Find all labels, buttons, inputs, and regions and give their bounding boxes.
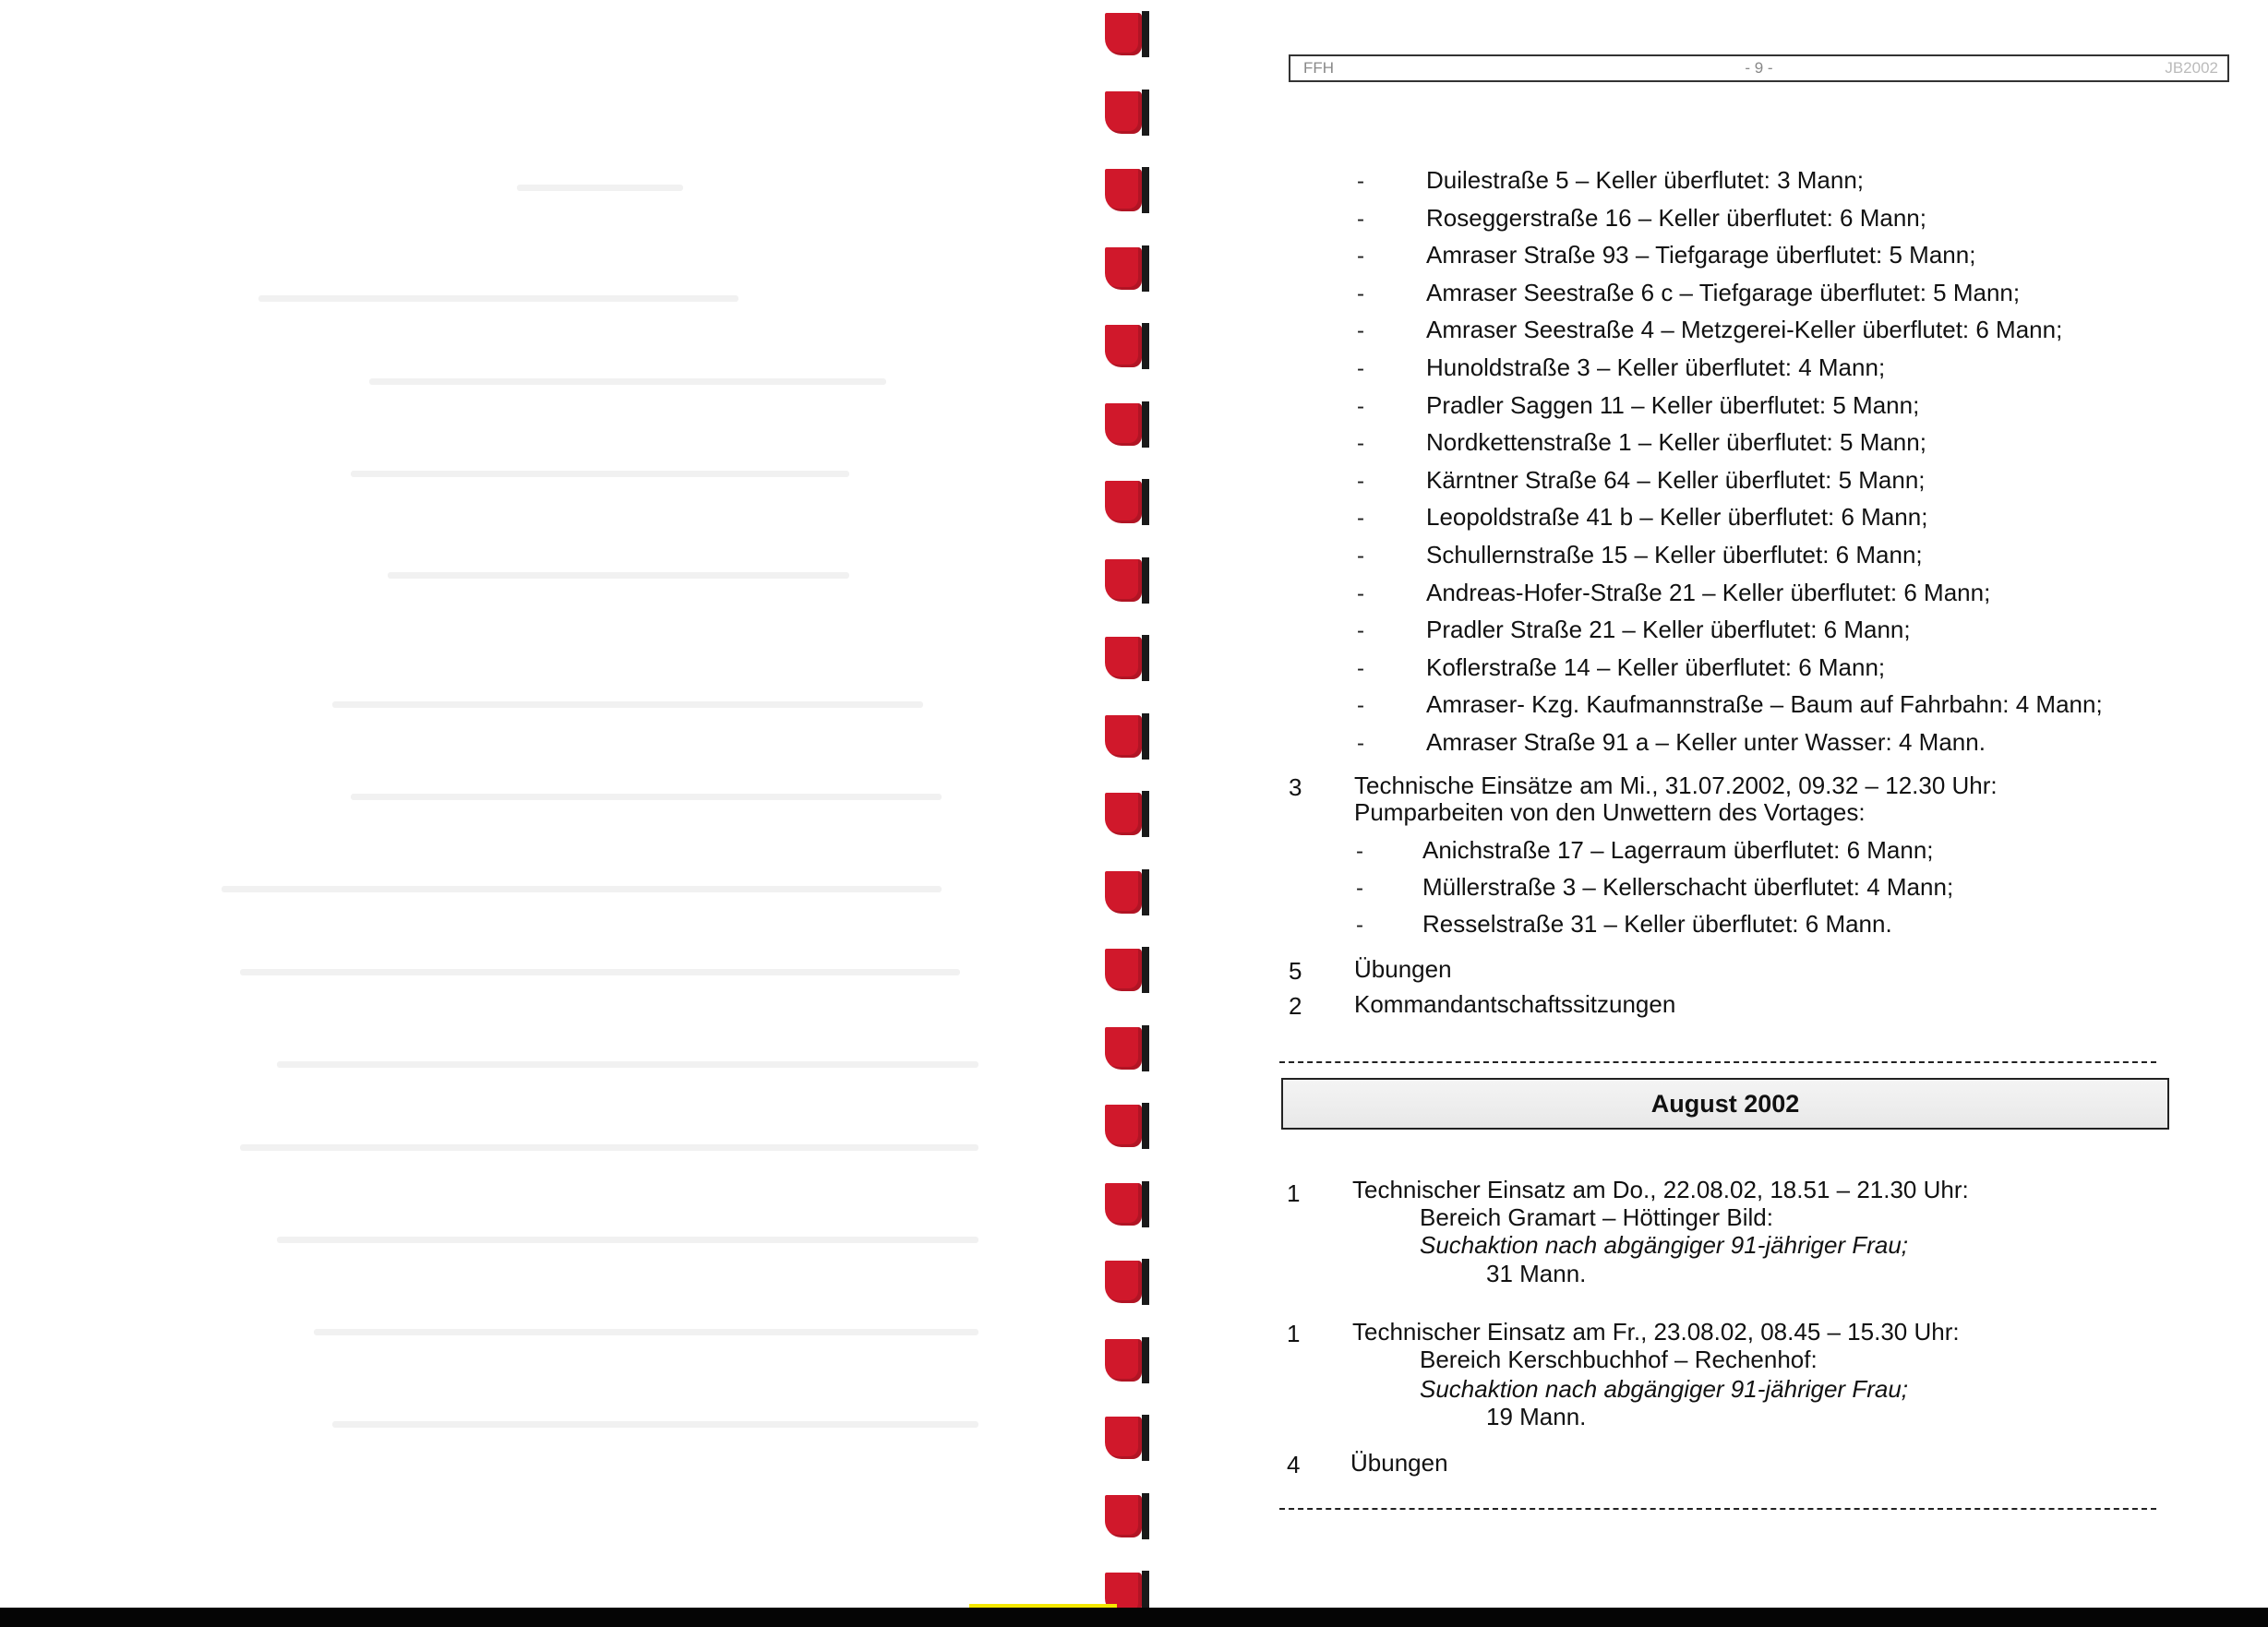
entry-subtitle: Pumparbeiten von den Unwettern des Vortages: — [1354, 798, 1866, 826]
binding-ring-loop — [1105, 1261, 1142, 1303]
binding-ring — [1105, 1337, 1153, 1383]
list-item: Amraser Seestraße 4 – Metzgerei-Keller überflutet: 6 Mann; — [1426, 316, 2063, 344]
left-page-blank — [0, 0, 1098, 1627]
list-bullet: - — [1356, 913, 1363, 938]
binding-ring — [1105, 11, 1153, 57]
binding-ring-loop — [1105, 169, 1142, 211]
header-org: FFH — [1303, 59, 1335, 77]
sitzungen-count: 2 — [1289, 992, 1302, 1020]
list-bullet: - — [1357, 318, 1364, 344]
binding-ring-loop — [1105, 715, 1142, 758]
list-bullet: - — [1357, 693, 1364, 719]
binding-ring-loop — [1105, 1417, 1142, 1459]
binding-ring-clip — [1142, 557, 1149, 604]
binding-ring-clip — [1142, 947, 1149, 993]
bleed-through-text — [240, 1144, 978, 1151]
list-bullet: - — [1357, 431, 1364, 457]
uebungen-count: 4 — [1287, 1451, 1301, 1478]
list-item: Koflerstraße 14 – Keller überflutet: 6 Mann; — [1426, 652, 1886, 681]
binding-ring-clip — [1142, 791, 1149, 837]
list-bullet: - — [1357, 206, 1364, 232]
aug-entry-personnel: 19 Mann. — [1486, 1403, 1587, 1430]
list-item: Amraser Seestraße 6 c – Tiefgarage überflutet: 5 Mann; — [1426, 278, 2021, 306]
section-separator — [1279, 1508, 2156, 1510]
binding-ring-clip — [1142, 90, 1149, 136]
entry-count: 3 — [1289, 773, 1302, 801]
list-bullet: - — [1357, 580, 1364, 606]
list-item: Andreas-Hofer-Straße 21 – Keller überflutet: 6 Mann; — [1426, 578, 1991, 606]
binding-ring-clip — [1142, 1493, 1149, 1539]
binding-ring-loop — [1105, 91, 1142, 134]
binding-ring-loop — [1105, 793, 1142, 835]
uebungen-label: Übungen — [1350, 1449, 1448, 1477]
binding-ring-clip — [1142, 401, 1149, 448]
binding-ring-clip — [1142, 1337, 1149, 1383]
binding-ring — [1105, 869, 1153, 915]
list-item: Müllerstraße 3 – Kellerschacht überflutet: 4 Mann; — [1422, 873, 1954, 901]
binding-ring-loop — [1105, 1105, 1142, 1147]
binding-ring — [1105, 1259, 1153, 1305]
section-separator — [1279, 1061, 2156, 1063]
binding-ring-loop — [1105, 559, 1142, 602]
list-bullet: - — [1357, 281, 1364, 306]
binding-ring-clip — [1142, 245, 1149, 292]
spiral-binding — [1094, 0, 1168, 1627]
list-item: Duilestraße 5 – Keller überflutet: 3 Mann; — [1426, 166, 1865, 194]
list-bullet: - — [1357, 544, 1364, 568]
binding-ring-loop — [1105, 481, 1142, 523]
binding-ring-clip — [1142, 713, 1149, 760]
binding-ring-clip — [1142, 635, 1149, 681]
binding-ring — [1105, 401, 1153, 448]
binding-ring-loop — [1105, 637, 1142, 679]
binding-ring — [1105, 947, 1153, 993]
bleed-through-text — [240, 969, 960, 975]
list-item: Amraser Straße 91 a – Keller unter Wasser: 4 Mann. — [1426, 728, 1986, 756]
bleed-through-text — [332, 701, 923, 708]
aug-entry-title: Technischer Einsatz am Fr., 23.08.02, 08.45 – 15.30 Uhr: — [1352, 1318, 1960, 1346]
page-number: - 9 - — [1745, 59, 1773, 77]
binding-ring — [1105, 1415, 1153, 1461]
binding-ring-loop — [1105, 1183, 1142, 1226]
list-item: Resselstraße 31 – Keller überflutet: 6 Mann. — [1422, 910, 1892, 938]
aug-entry-title: Technischer Einsatz am Do., 22.08.02, 18.51 – 21.30 Uhr: — [1352, 1176, 1969, 1203]
month-heading: August 2002 — [1281, 1078, 2169, 1130]
aug-entry-area: Bereich Kerschbuchhof – Rechenhof: — [1420, 1346, 1818, 1373]
list-item: Pradler Straße 21 – Keller überflutet: 6 Mann; — [1426, 616, 1911, 644]
binding-ring — [1105, 479, 1153, 525]
bleed-through-text — [351, 794, 942, 800]
page-header — [1289, 54, 2229, 82]
binding-ring-clip — [1142, 1025, 1149, 1071]
binding-ring-clip — [1142, 167, 1149, 213]
binding-ring — [1105, 713, 1153, 760]
aug-entry-description: Suchaktion nach abgängiger 91-jähriger Frau; — [1420, 1231, 1909, 1259]
list-item: Anichstraße 17 – Lagerraum überflutet: 6 Mann; — [1422, 836, 1934, 864]
binding-ring-clip — [1142, 1181, 1149, 1227]
binding-ring-clip — [1142, 479, 1149, 525]
bleed-through-text — [258, 295, 738, 302]
binding-ring-clip — [1142, 1259, 1149, 1305]
aug-entry-count: 1 — [1287, 1320, 1301, 1347]
binding-ring-clip — [1142, 11, 1149, 57]
binding-ring — [1105, 635, 1153, 681]
list-item: Schullernstraße 15 – Keller überflutet: 6 Mann; — [1426, 541, 1923, 568]
bleed-through-text — [517, 185, 683, 191]
binding-ring — [1105, 1025, 1153, 1071]
binding-ring — [1105, 1181, 1153, 1227]
binding-ring — [1105, 245, 1153, 292]
list-item: Nordkettenstraße 1 – Keller überflutet: 5 Mann; — [1426, 428, 1926, 457]
bleed-through-text — [277, 1061, 978, 1068]
aug-entry-count: 1 — [1287, 1179, 1301, 1207]
binding-ring-loop — [1105, 871, 1142, 914]
list-item: Amraser- Kzg. Kaufmannstraße – Baum auf Fahrbahn: 4 Mann; — [1426, 690, 2103, 719]
binding-ring-clip — [1142, 1103, 1149, 1149]
document-page — [1172, 0, 2268, 1608]
binding-ring-loop — [1105, 1027, 1142, 1070]
uebungen-label: Übungen — [1354, 955, 1452, 983]
bleed-through-text — [314, 1329, 978, 1335]
binding-ring-clip — [1142, 323, 1149, 369]
binding-ring — [1105, 167, 1153, 213]
binding-ring-loop — [1105, 403, 1142, 446]
list-bullet: - — [1357, 618, 1364, 644]
binding-ring — [1105, 557, 1153, 604]
binding-ring-loop — [1105, 949, 1142, 991]
list-bullet: - — [1356, 876, 1363, 901]
binding-ring — [1105, 1103, 1153, 1149]
aug-entry-area: Bereich Gramart – Höttinger Bild: — [1420, 1203, 1773, 1231]
list-item: Leopoldstraße 41 b – Keller überflutet: 6 Mann; — [1426, 503, 1928, 532]
binding-ring — [1105, 323, 1153, 369]
list-item: Hunoldstraße 3 – Keller überflutet: 4 Mann; — [1426, 353, 1886, 381]
sitzungen-label: Kommandantschaftssitzungen — [1354, 990, 1676, 1018]
list-bullet: - — [1357, 393, 1364, 419]
binding-ring-loop — [1105, 1339, 1142, 1382]
binding-ring-loop — [1105, 13, 1142, 55]
list-bullet: - — [1357, 731, 1364, 756]
bleed-through-text — [277, 1237, 978, 1243]
list-item: Kärntner Straße 64 – Keller überflutet: 5 Mann; — [1426, 465, 1926, 494]
binding-ring — [1105, 1493, 1153, 1539]
binding-ring-loop — [1105, 247, 1142, 290]
list-bullet: - — [1357, 169, 1364, 194]
bleed-through-text — [369, 378, 886, 385]
list-bullet: - — [1356, 839, 1363, 864]
list-item: Amraser Straße 93 – Tiefgarage überflutet: 5 Mann; — [1426, 241, 1976, 269]
aug-entry-description: Suchaktion nach abgängiger 91-jähriger Frau; — [1420, 1375, 1909, 1403]
binding-ring — [1105, 90, 1153, 136]
list-bullet: - — [1357, 468, 1364, 494]
list-item: Roseggerstraße 16 – Keller überflutet: 6 Mann; — [1426, 203, 1926, 232]
list-bullet: - — [1357, 244, 1364, 269]
list-bullet: - — [1357, 655, 1364, 681]
list-bullet: - — [1357, 506, 1364, 532]
scan-bottom-edge — [0, 1608, 2268, 1627]
bleed-through-text — [332, 1421, 978, 1428]
binding-ring-loop — [1105, 325, 1142, 367]
aug-entry-personnel: 31 Mann. — [1486, 1260, 1587, 1287]
header-year-code: JB2002 — [2165, 59, 2218, 77]
list-item: Pradler Saggen 11 – Keller überflutet: 5 Mann; — [1426, 390, 1920, 419]
bleed-through-text — [351, 471, 849, 477]
bleed-through-text — [388, 572, 849, 579]
binding-ring — [1105, 791, 1153, 837]
binding-ring-loop — [1105, 1495, 1142, 1537]
bleed-through-text — [222, 886, 942, 892]
binding-ring-clip — [1142, 869, 1149, 915]
list-bullet: - — [1357, 356, 1364, 381]
uebungen-count: 5 — [1289, 957, 1302, 985]
entry-title: Technische Einsätze am Mi., 31.07.2002, 09.32 – 12.30 Uhr: — [1354, 772, 1998, 799]
binding-ring-clip — [1142, 1415, 1149, 1461]
